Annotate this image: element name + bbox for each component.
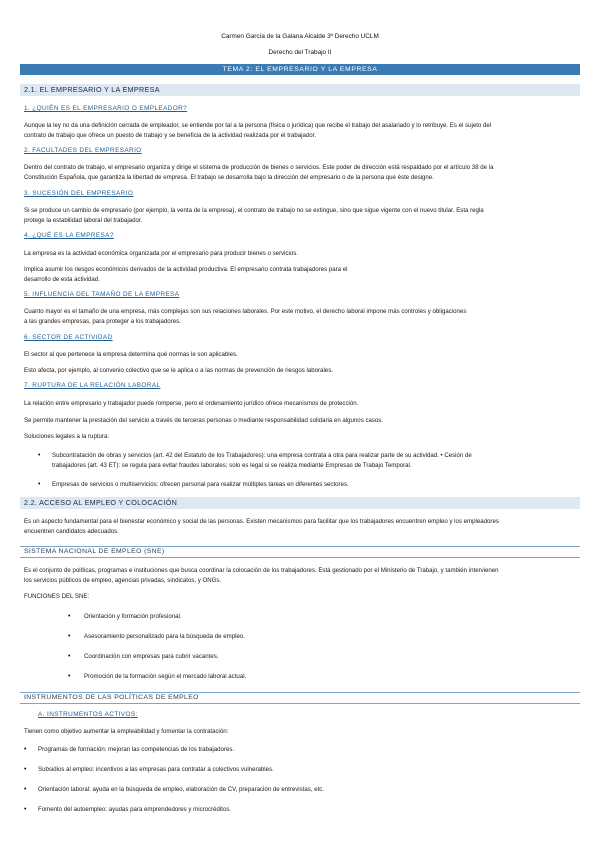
- section-21-title: 2.1. EL EMPRESARIO Y LA EMPRESA: [20, 84, 580, 96]
- sne-function-item: Orientación y formación profesional.: [84, 613, 182, 620]
- s7-bullet-1-line-2: trabajadores (art. 43 ET): se regula para evitar fraudes laborales; solo es legal si se realiza mediante Empresas de Trabajo Temporal.: [52, 462, 412, 469]
- sne-function-item: Coordinación con empresas para cubrir vacantes.: [84, 653, 219, 660]
- instrument-item: Orientación laboral: ayuda en la búsqueda de empleo, elaboración de CV, preparación de entrevistas, etc.: [38, 786, 325, 793]
- bullet-icon: •: [68, 653, 71, 660]
- instruments-intro: Tienen como objetivo aumentar la empleabilidad y fomentar la contratación:: [24, 728, 229, 735]
- s2-line-1: Dentro del contrato de trabajo, el empresario organiza y dirige el sistema de producción de bienes o servicios. Este poder de dirección está respaldado por el artículo 38 de la: [24, 164, 494, 171]
- instruments-active-heading: A. INSTRUMENTOS ACTIVOS:: [38, 711, 138, 718]
- sne-functions-label: FUNCIONES DEL SNE:: [24, 593, 90, 600]
- s3-line-1: Si se produce un cambio de empresario (por ejemplo, la venta de la empresa), el contrato de trabajo no se extingue, sino que sigue vigente con el nuevo titular. Esta regla: [24, 207, 484, 214]
- heading-que-es-empresa: 4. ¿QUÉ ES LA EMPRESA?: [24, 232, 114, 239]
- heading-sector-actividad: 6. SECTOR DE ACTIVIDAD: [24, 334, 113, 341]
- bullet-icon: •: [24, 766, 27, 773]
- s22-line-1: Es un aspecto fundamental para el bienestar económico y social de las personas. Existen mecanismos para facilitar que los trabajadores encuentren empleo y los empleadores: [24, 518, 499, 525]
- sne-line-1: Es el conjunto de políticas, programas e instituciones que busca coordinar la colocación de los trabajadores. Está gestionado por el Ministerio de Trabajo, y también intervienen: [24, 567, 499, 574]
- s7-paragraph-2: Se permite mantener la prestación del servicio a través de terceras personas o mediante responsabilidad solidaria en algunos casos.: [24, 417, 384, 424]
- s1-line-2: contrato de trabajo que ofrece un puesto de trabajo y se beneficia de la actividad realizada por el trabajador.: [24, 132, 317, 139]
- s2-line-2: Constitución Española, que garantiza la libertad de empresa. El trabajo se desarrolla bajo la dirección del empresario o de la persona que éste designe.: [24, 174, 434, 181]
- section-22-title: 2.2. ACCESO AL EMPLEO Y COLOCACIÓN: [20, 497, 580, 509]
- bullet-icon: •: [68, 633, 71, 640]
- course-name: Derecho del Trabajo II: [268, 49, 332, 56]
- s5-line-2: a las grandes empresas, para proteger a los trabajadores.: [24, 318, 181, 325]
- s7-bullet-1-line-1: Subcontratación de obras y servicios (art. 42 del Estatuto de los Trabajadores): una empresa contrata a otra para realizar parte de su actividad. • Cesión de: [52, 452, 472, 459]
- heading-tamano-empresa: 5. INFLUENCIA DEL TAMAÑO DE LA EMPRESA: [24, 291, 180, 298]
- instrument-item: Subsidios al empleo: incentivos a las empresas para contratar a colectivos vulnerables.: [38, 766, 274, 773]
- sne-line-2: los servicios públicos de empleo, agencias privadas, sindicatos, y ONGs.: [24, 577, 222, 584]
- instruments-title: INSTRUMENTOS DE LAS POLÍTICAS DE EMPLEO: [20, 692, 580, 704]
- s22-line-2: encuentren candidatos adecuados.: [24, 528, 119, 535]
- sne-function-item: Asesoramiento personalizado para la búsqueda de empleo.: [84, 633, 245, 640]
- bullet-icon: •: [68, 613, 71, 620]
- sne-function-item: Promoción de la formación según el mercado laboral actual.: [84, 673, 247, 680]
- instrument-item: Fomento del autoempleo: ayudas para emprendedores y microcréditos.: [38, 806, 232, 813]
- heading-quien-es-empresario: 1. ¿QUIÉN ES EL EMPRESARIO O EMPLEADOR?: [24, 105, 188, 112]
- heading-facultades: 2. FACULTADES DEL EMPRESARIO: [24, 147, 142, 154]
- s5-line-1: Cuanto mayor es el tamaño de una empresa, más complejas son sus relaciones laborales. Por este motivo, el derecho laboral impone más controles y obligaciones: [24, 308, 467, 315]
- bullet-icon: •: [38, 481, 41, 488]
- instrument-item: Programas de formación: mejoran las competencias de los trabajadores.: [38, 746, 235, 753]
- bullet-icon: •: [38, 452, 41, 459]
- author-line: Carmen García de la Galana Alcalde 3º Derecho UCLM: [221, 33, 379, 40]
- bullet-icon: •: [24, 746, 27, 753]
- s4-paragraph-2-line-1: Implica asumir los riesgos económicos derivados de la actividad productiva. El empresario contrata trabajadores para el: [24, 266, 348, 273]
- bullet-icon: •: [24, 786, 27, 793]
- s6-paragraph-2: Esto afecta, por ejemplo, al convenio colectivo que se le aplica o a las normas de prevención de riesgos laborales.: [24, 367, 333, 374]
- bullet-icon: •: [68, 673, 71, 680]
- s1-line-1: Aunque la ley no da una definición cerrada de empleador, se entiende por tal a la persona (física o jurídica) que recibe el trabajo del asalariado y lo retribuye. Es el sujeto del: [24, 122, 492, 129]
- heading-sucesion: 3. SUCESIÓN DEL EMPRESARIO: [24, 190, 134, 197]
- heading-ruptura-relacion: 7. RUPTURA DE LA RELACIÓN LABORAL: [24, 382, 161, 389]
- s6-paragraph-1: El sector al que pertenece la empresa determina qué normas le son aplicables.: [24, 351, 238, 358]
- topic-title-bar: TEMA 2: EL EMPRESARIO Y LA EMPRESA: [20, 64, 580, 75]
- sne-title: SISTEMA NACIONAL DE EMPLEO (SNE): [20, 546, 580, 558]
- s3-line-2: protege la estabilidad laboral del trabajador.: [24, 217, 143, 224]
- s4-paragraph-1: La empresa es la actividad económica organizada por el empresario para producir bienes o servicios.: [24, 250, 299, 257]
- bullet-icon: •: [24, 806, 27, 813]
- s7-bullet-2: Empresas de servicios o multiservicios: ofrecen personal para realizar múltiples tareas en diferentes sectores.: [52, 481, 349, 488]
- s4-paragraph-2-line-2: desarrollo de esta actividad.: [24, 276, 100, 283]
- s7-paragraph-3: Soluciones legales a la ruptura:: [24, 433, 110, 440]
- s7-paragraph-1: La relación entre empresario y trabajador puede romperse, pero el ordenamiento jurídico ofrece mecanismos de protección.: [24, 400, 359, 407]
